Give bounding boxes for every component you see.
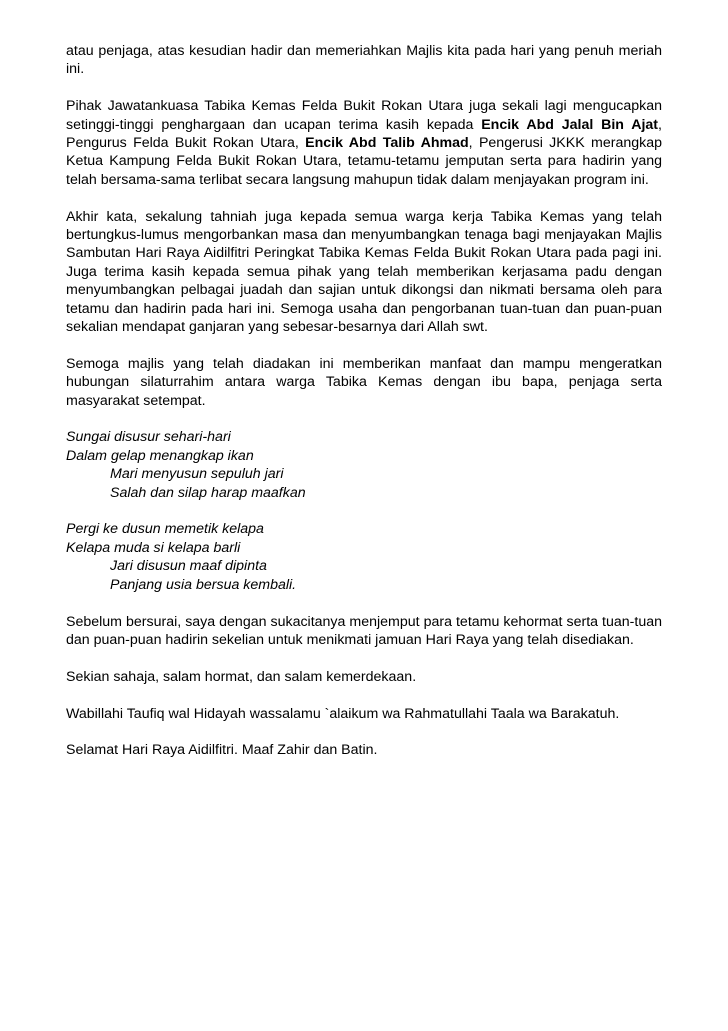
appreciation-text-2: , Pengurus Felda Bukit Rokan Utara,: [66, 116, 662, 152]
name-abd-jalal: Encik Abd Jalal Bin Ajat: [481, 116, 659, 133]
pantun-2: [66, 520, 662, 594]
pantun-2-line-3: Jari disusun maaf dipinta: [110, 558, 267, 575]
appreciation-text-3: , Pengerusi JKKK merangkap Ketua Kampung Felda Bukit Rokan Utara, tetamu-tetamu jemputan serta para hadirin yang telah bersama-sama terlibat secara langsung mahupun tidak dalam menjayakan program ini.: [66, 135, 662, 188]
paragraph-hope: Semoga majlis yang telah diadakan ini memberikan manfaat dan mampu mengeratkan hubungan silaturrahim antara warga Tabika Kemas dengan ibu bapa, penjaga serta masyarakat setempat.: [66, 355, 662, 409]
appreciation-text-1: Pihak Jawatankuasa Tabika Kemas Felda Bukit Rokan Utara juga sekali lagi mengucapkan setinggi-tinggi penghargaan dan ucapan terima kasih kepada: [66, 98, 662, 133]
pantun-2-line-1: Pergi ke dusun memetik kelapa: [66, 521, 264, 538]
paragraph-greeting: Selamat Hari Raya Aidilfitri. Maaf Zahir dan Batin.: [66, 742, 378, 759]
document-page: [66, 42, 662, 778]
pantun-1-line-3: Mari menyusun sepuluh jari: [110, 466, 284, 483]
paragraph-closing-salam: Wabillahi Taufiq wal Hidayah wassalamu `alaikum wa Rahmatullahi Taala wa Barakatuh.: [66, 705, 620, 722]
pantun-1: [66, 428, 662, 502]
paragraph-congratulations: Akhir kata, sekalung tahniah juga kepada semua warga kerja Tabika Kemas yang telah bertungkus-lumus mengorbankan masa dan menyumbangkan tenaga bagi menjayakan Majlis Sambutan Hari Raya Aidilfitri Peringkat Tabika Kemas Felda Bukit Rokan Utara pada pagi ini. Juga terima kasih kepada semua pihak yang telah memberikan kerjasama padu dengan menyumbangkan pelbagai juadah dan sajian untuk dikongsi dan nikmati bersama oleh para tetamu dan hadirin pada hari ini. Semoga usaha dan pengorbanan tuan-tuan dan puan-puan sekalian mendapat ganjaran yang sebesar-besarnya dari Allah swt.: [66, 208, 662, 336]
name-abd-talib: Encik Abd Talib Ahmad: [305, 135, 469, 152]
paragraph-invitation: Sebelum bersurai, saya dengan sukacitanya menjemput para tetamu kehormat serta tuan-tuan dan puan-puan hadirin sekelian untuk menikmati jamuan Hari Raya yang telah disediakan.: [66, 613, 662, 648]
pantun-1-line-1: Sungai disusur sehari-hari: [66, 429, 231, 446]
pantun-1-line-4: Salah dan silap harap maafkan: [110, 484, 306, 501]
paragraph-closing-thanks: atau penjaga, atas kesudian hadir dan memeriahkan Majlis kita pada hari yang penuh meriah ini.: [66, 43, 662, 78]
pantun-2-line-2: Kelapa muda si kelapa barli: [66, 539, 241, 556]
pantun-1-line-2: Dalam gelap menangkap ikan: [66, 447, 254, 464]
paragraph-appreciation: [66, 97, 662, 189]
pantun-2-line-4: Panjang usia bersua kembali.: [110, 576, 297, 593]
paragraph-farewell: Sekian sahaja, salam hormat, dan salam kemerdekaan.: [66, 668, 417, 685]
